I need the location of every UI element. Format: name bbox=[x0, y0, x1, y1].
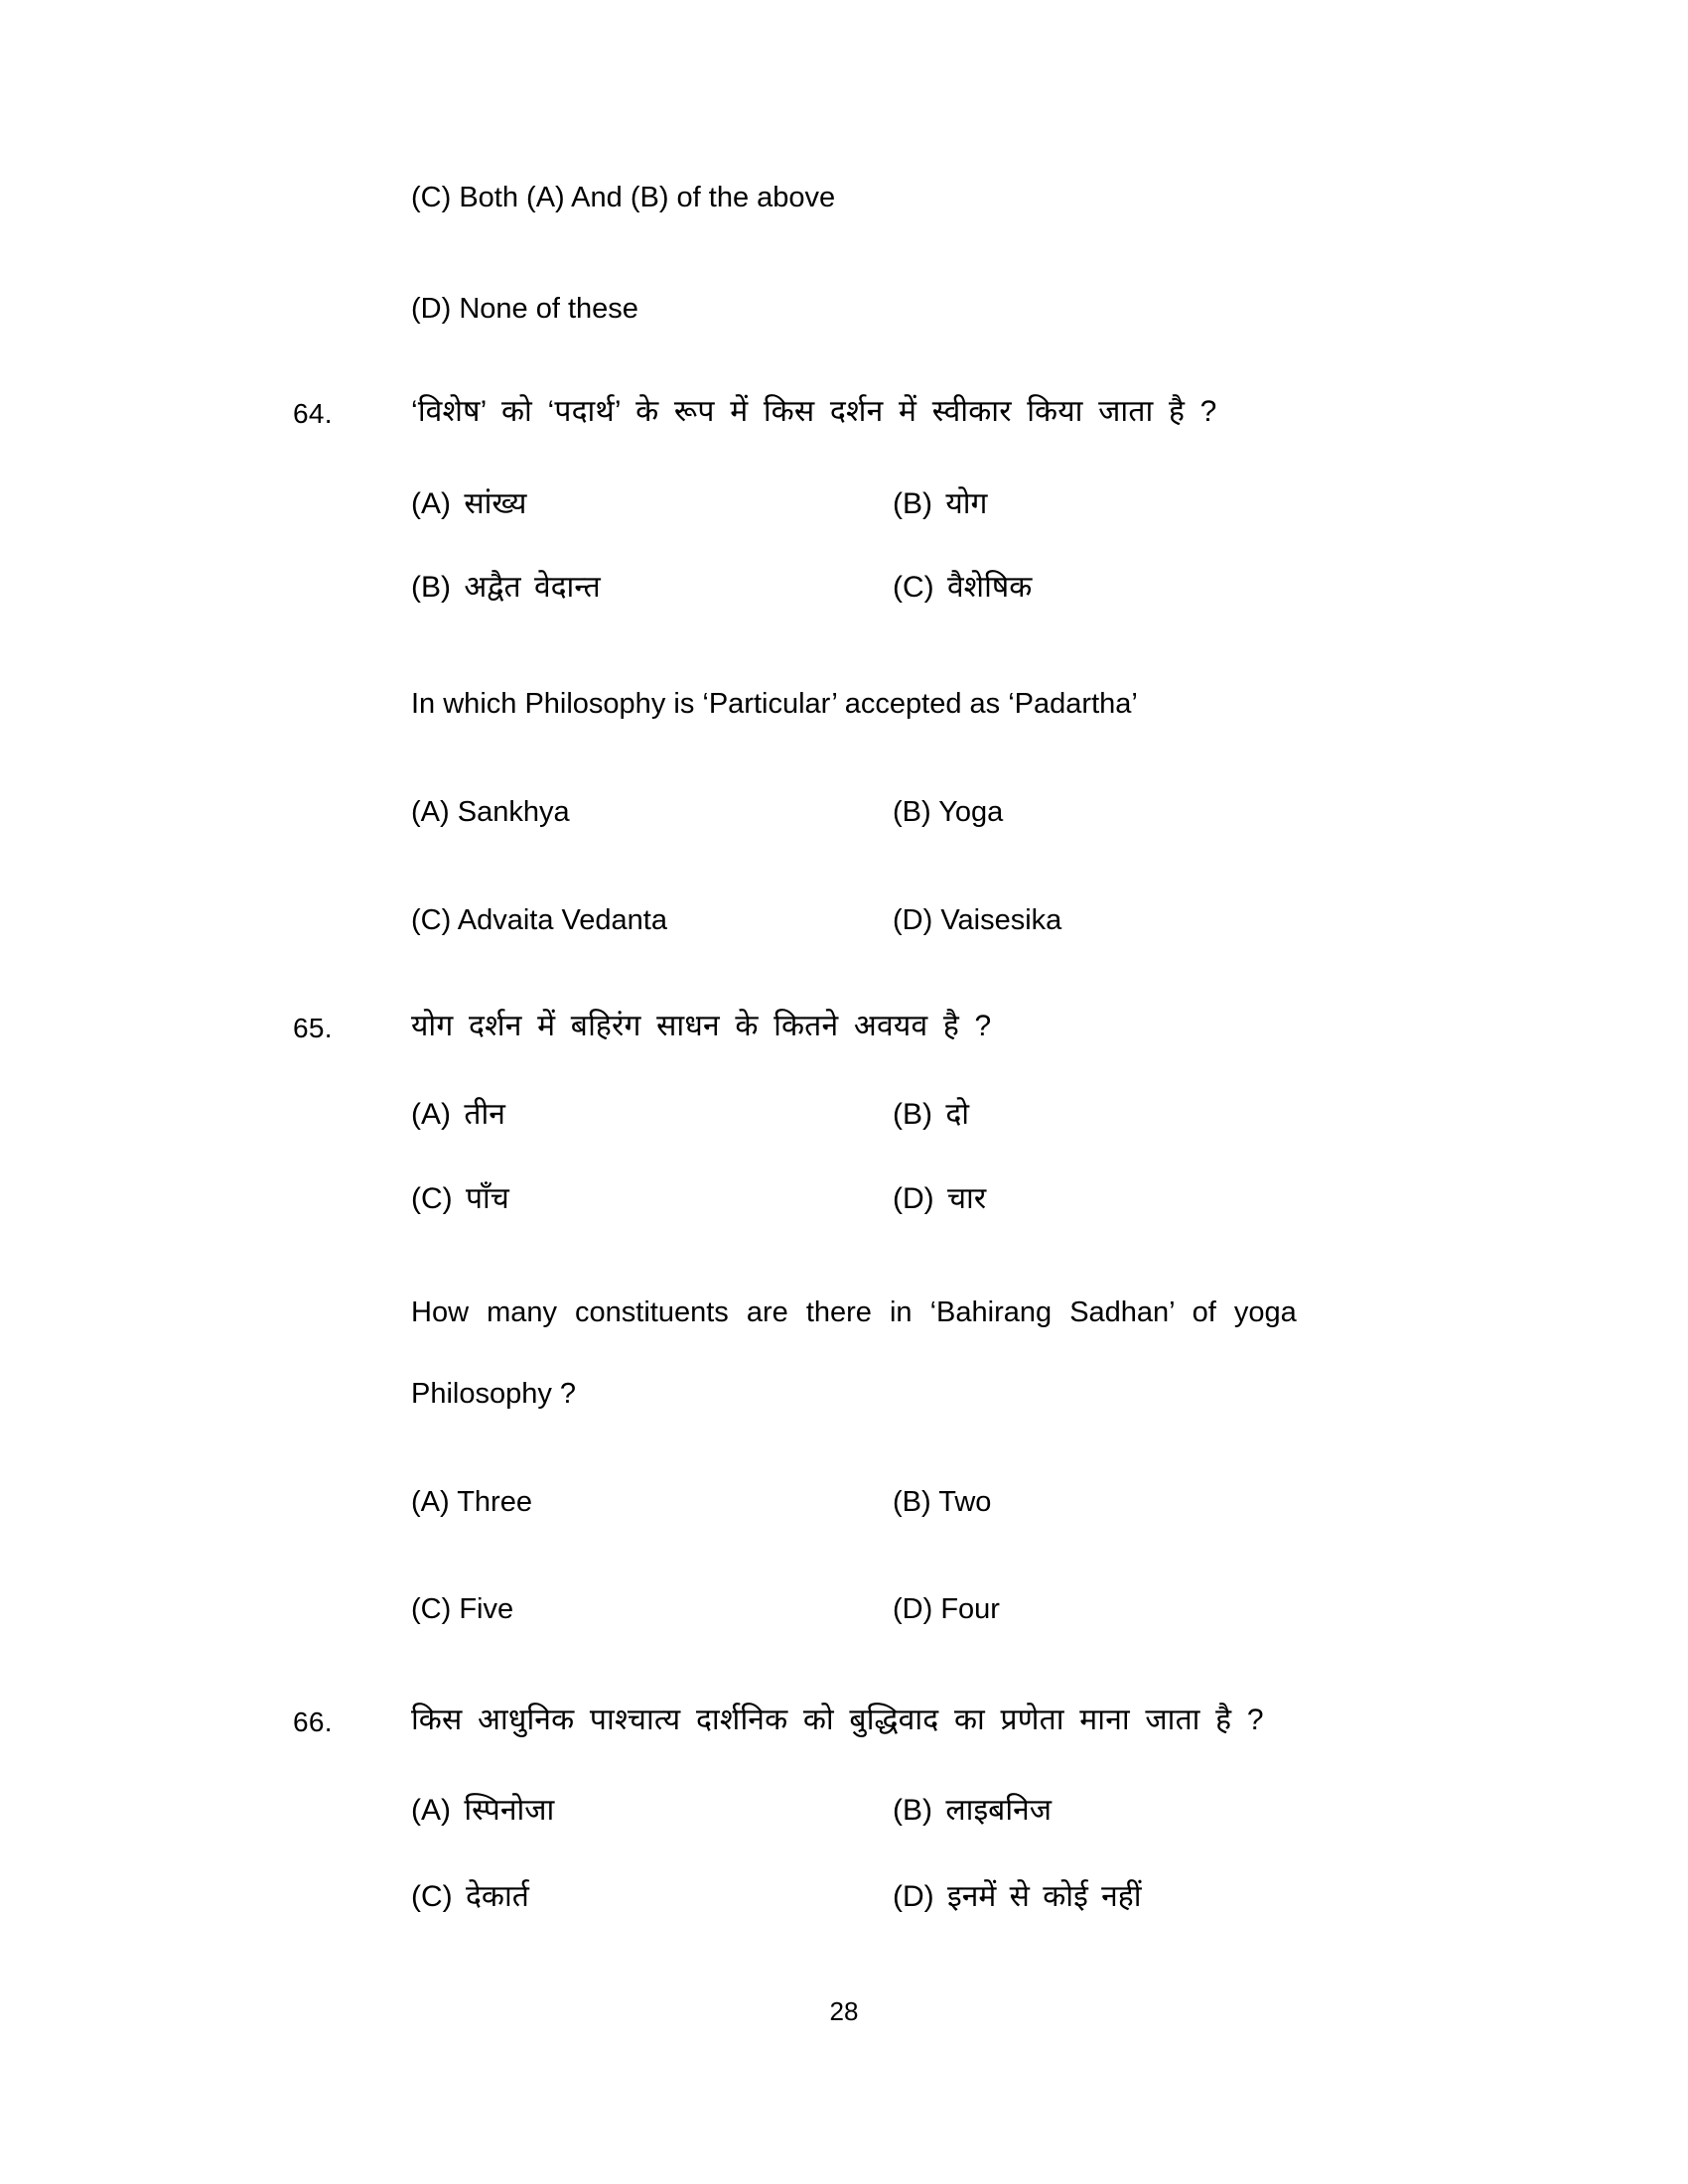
option-text: Advaita Vedanta bbox=[457, 904, 667, 936]
option-row-hindi-65-2 bbox=[411, 1181, 1493, 1217]
option-text: पाँच bbox=[466, 1182, 509, 1215]
option-label: (A) bbox=[411, 487, 451, 520]
option-text: देकार्त bbox=[466, 1880, 529, 1913]
option-65-english-c bbox=[411, 1591, 893, 1627]
option-text: चार bbox=[947, 1182, 987, 1215]
option-row-hindi-65-1 bbox=[411, 1097, 1493, 1133]
option-66-hindi-a bbox=[411, 1793, 893, 1829]
option-label: (A) bbox=[411, 1794, 451, 1827]
option-65-hindi-d bbox=[893, 1181, 1493, 1217]
option-text: योग bbox=[945, 487, 988, 520]
option-64-hindi-a bbox=[411, 486, 893, 522]
option-text: Yoga bbox=[938, 796, 1004, 828]
option-text: Both (A) And (B) of the above bbox=[459, 182, 836, 213]
option-64-english-c bbox=[411, 902, 893, 938]
option-row-hindi-64-2 bbox=[411, 570, 1493, 606]
question-text-english-64: In which Philosophy is ‘Particular’ accepted as ‘Padartha’ bbox=[411, 688, 1138, 720]
page-number: 28 bbox=[829, 1996, 859, 2026]
option-row-english-65-1 bbox=[411, 1484, 1493, 1520]
option-row-hindi-66-2 bbox=[411, 1879, 1493, 1915]
option-label: (A) bbox=[411, 1098, 451, 1131]
option-label: (B) bbox=[411, 571, 451, 604]
option-64-hindi-c bbox=[893, 570, 1493, 606]
option-65-hindi-c bbox=[411, 1181, 893, 1217]
question-text-english-65-line1: How many constituents are there in ‘Bahirang Sadhan’ of yoga bbox=[411, 1297, 1297, 1328]
option-text: None of these bbox=[459, 293, 638, 325]
option-text: Vaisesika bbox=[940, 904, 1062, 936]
option-64-hindi-b2 bbox=[411, 570, 893, 606]
option-label: (A) bbox=[411, 796, 450, 828]
option-64-english-a bbox=[411, 794, 893, 830]
option-text: अद्वैत वेदान्त bbox=[464, 571, 601, 604]
option-66-hindi-c bbox=[411, 1879, 893, 1915]
option-label: (A) bbox=[411, 1486, 450, 1518]
question-number-64: 64. bbox=[293, 398, 333, 429]
option-label: (C) bbox=[411, 1182, 453, 1215]
option-text: Sankhya bbox=[457, 796, 570, 828]
option-row-english-64-1 bbox=[411, 794, 1493, 830]
option-text: वैशेषिक bbox=[947, 571, 1033, 604]
carryover-option-c bbox=[411, 179, 1493, 216]
option-text: Four bbox=[940, 1593, 1000, 1625]
option-label: (D) bbox=[411, 293, 452, 325]
option-66-hindi-d bbox=[893, 1879, 1493, 1915]
option-64-english-b bbox=[893, 794, 1493, 830]
option-label: (D) bbox=[893, 904, 933, 936]
option-row-hindi-64-1 bbox=[411, 486, 1493, 522]
option-label: (B) bbox=[893, 1098, 932, 1131]
option-label: (B) bbox=[893, 1794, 932, 1827]
option-label: (B) bbox=[893, 1486, 931, 1518]
option-65-english-d bbox=[893, 1591, 1493, 1627]
option-label: (C) bbox=[411, 182, 452, 213]
option-row-hindi-66-1 bbox=[411, 1793, 1493, 1829]
option-text: लाइबनिज bbox=[945, 1794, 1052, 1827]
option-text: स्पिनोजा bbox=[464, 1794, 555, 1827]
question-number-66: 66. bbox=[293, 1706, 333, 1737]
option-label: (D) bbox=[893, 1593, 933, 1625]
option-text: Five bbox=[459, 1593, 514, 1625]
option-label: (C) bbox=[893, 571, 934, 604]
option-text: दो bbox=[945, 1098, 970, 1131]
option-66-hindi-b bbox=[893, 1793, 1493, 1829]
option-label: (B) bbox=[893, 796, 931, 828]
question-text-english-65-line2: Philosophy ? bbox=[411, 1378, 577, 1410]
option-text: Three bbox=[457, 1486, 532, 1518]
option-label: (D) bbox=[893, 1182, 934, 1215]
option-label: (B) bbox=[893, 487, 932, 520]
option-64-english-d bbox=[893, 902, 1493, 938]
option-row-english-65-2 bbox=[411, 1591, 1493, 1627]
option-65-english-b bbox=[893, 1484, 1493, 1520]
option-65-hindi-b bbox=[893, 1097, 1493, 1133]
option-label: (C) bbox=[411, 904, 452, 936]
carryover-option-d bbox=[411, 290, 1493, 328]
option-text: Two bbox=[938, 1486, 992, 1518]
option-65-hindi-a bbox=[411, 1097, 893, 1133]
option-row-english-64-2 bbox=[411, 902, 1493, 938]
question-number-65: 65. bbox=[293, 1013, 333, 1043]
option-text: तीन bbox=[464, 1098, 505, 1131]
option-label: (C) bbox=[411, 1593, 452, 1625]
option-label: (C) bbox=[411, 1880, 453, 1913]
option-64-hindi-b bbox=[893, 486, 1493, 522]
option-65-english-a bbox=[411, 1484, 893, 1520]
question-text-hindi-64: ‘विशेष’ को ‘पदार्थ’ के रूप में किस दर्शन में स्वीकार किया जाता है ? bbox=[411, 395, 1217, 428]
option-text: इनमें से कोई नहीं bbox=[947, 1880, 1142, 1913]
question-text-hindi-66: किस आधुनिक पाश्चात्य दार्शनिक को बुद्धिवाद का प्रणेता माना जाता है ? bbox=[411, 1704, 1264, 1736]
option-label: (D) bbox=[893, 1880, 934, 1913]
question-text-hindi-65: योग दर्शन में बहिरंग साधन के कितने अवयव है ? bbox=[411, 1010, 992, 1042]
option-text: सांख्य bbox=[464, 487, 527, 520]
